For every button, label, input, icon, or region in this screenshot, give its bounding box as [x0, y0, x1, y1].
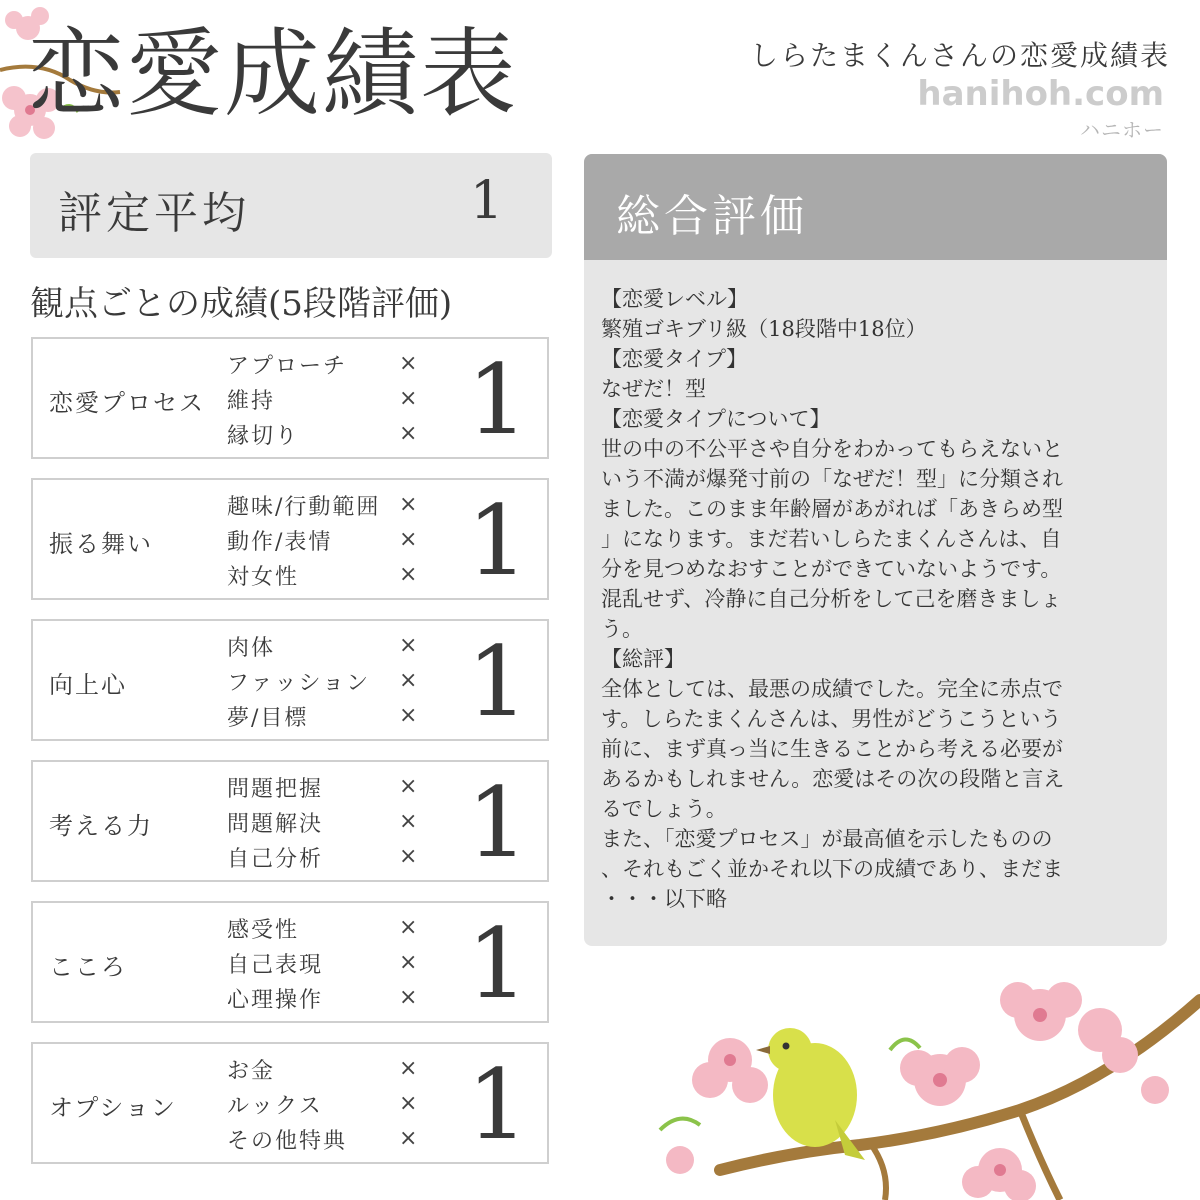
cross-mark: ×	[399, 950, 418, 975]
average-value: 1	[470, 171, 504, 231]
category-item: 縁切り	[227, 424, 300, 449]
cross-mark: ×	[399, 421, 418, 446]
average-panel	[30, 153, 552, 258]
cross-mark: ×	[399, 985, 418, 1010]
category-box	[31, 1042, 549, 1164]
evaluation-line: るでしょう。	[601, 797, 727, 821]
category-item: 夢/目標	[227, 706, 309, 731]
evaluation-line: いう不満が爆発寸前の「なぜだ！型」に分類され	[601, 467, 1063, 491]
category-label: こころ	[49, 953, 127, 981]
category-item: アプローチ	[227, 354, 348, 379]
evaluation-line: 分を見つめなおすことができていないようです。	[601, 557, 1062, 581]
cross-mark: ×	[399, 492, 418, 517]
evaluation-line: 【恋愛タイプについて】	[601, 407, 831, 431]
category-item: 心理操作	[227, 988, 324, 1013]
evaluation-line: 世の中の不公平さや自分をわかってもらえないと	[601, 437, 1063, 461]
evaluation-line: 繁殖ゴキブリ級（18段階中18位）	[601, 317, 927, 341]
category-score: 1	[467, 626, 529, 738]
evaluation-line: 【総評】	[601, 647, 685, 671]
category-label: オプション	[49, 1094, 177, 1122]
cross-mark: ×	[399, 527, 418, 552]
category-score: 1	[467, 908, 529, 1020]
category-box	[31, 478, 549, 600]
category-box	[31, 619, 549, 741]
page-title: 恋愛成績表	[28, 18, 518, 130]
category-item: 動作/表情	[227, 530, 333, 555]
category-box	[31, 760, 549, 882]
evaluation-panel	[584, 154, 1167, 946]
site-name-kana: ハニホー	[1080, 118, 1164, 142]
page-subtitle: しらたまくんさんの恋愛成績表	[749, 39, 1170, 72]
evaluation-line: 【恋愛タイプ】	[601, 347, 748, 371]
cross-mark: ×	[399, 1126, 418, 1151]
category-label: 考える力	[49, 812, 153, 840]
evaluation-line: 」になります。まだ若いしらたまくんさんは、自	[601, 527, 1062, 551]
section-heading: 観点ごとの成績(5段階評価)	[30, 284, 453, 324]
category-score: 1	[467, 485, 529, 597]
evaluation-line: 【恋愛レベル】	[601, 287, 748, 311]
site-name: hanihoh.com	[917, 74, 1164, 114]
cross-mark: ×	[399, 809, 418, 834]
cross-mark: ×	[399, 774, 418, 799]
category-label: 振る舞い	[49, 530, 153, 558]
category-score: 1	[467, 1049, 529, 1161]
category-item: 感受性	[227, 918, 300, 943]
bird-on-branch-illustration	[640, 960, 1200, 1200]
evaluation-header	[584, 154, 1167, 260]
category-item: お金	[227, 1059, 276, 1084]
category-item: 趣味/行動範囲	[227, 495, 381, 520]
category-score: 1	[467, 344, 529, 456]
evaluation-line: 前に、まず真っ当に生きることから考える必要が	[601, 737, 1063, 761]
evaluation-line: あるかもしれません。恋愛はその次の段階と言え	[601, 767, 1065, 791]
category-item: 対女性	[227, 565, 300, 590]
category-label: 向上心	[49, 671, 127, 699]
evaluation-line: また、「恋愛プロセス」が最高値を示したものの	[601, 827, 1053, 851]
category-item: 自己分析	[227, 847, 324, 872]
category-item: ルックス	[227, 1094, 323, 1119]
cross-mark: ×	[399, 844, 418, 869]
cross-mark: ×	[399, 351, 418, 376]
evaluation-line: す。しらたまくんさんは、男性がどうこうという	[601, 707, 1062, 731]
cross-mark: ×	[399, 668, 418, 693]
category-item: 肉体	[227, 636, 276, 661]
evaluation-title: 総合評価	[616, 191, 808, 242]
category-box	[31, 901, 549, 1023]
cross-mark: ×	[399, 386, 418, 411]
cross-mark: ×	[399, 703, 418, 728]
category-item: その他特典	[227, 1129, 348, 1154]
evaluation-line: 混乱せず、冷静に自己分析をして己を磨きましょ	[601, 587, 1062, 611]
cross-mark: ×	[399, 562, 418, 587]
evaluation-line: ・・・以下略	[601, 887, 727, 911]
cross-mark: ×	[399, 1091, 418, 1116]
evaluation-line: なぜだ！型	[601, 377, 706, 401]
category-item: 維持	[227, 389, 276, 414]
evaluation-line: 、それもごく並かそれ以下の成績であり、まだま	[601, 857, 1063, 881]
category-item: ファッション	[227, 671, 371, 696]
evaluation-line: う。	[601, 617, 643, 641]
category-item: 問題解決	[227, 812, 324, 837]
evaluation-body	[601, 284, 1156, 914]
evaluation-line: 全体としては、最悪の成績でした。完全に赤点で	[601, 677, 1063, 701]
evaluation-line: ました。このまま年齢層があがれば「あきらめ型	[601, 497, 1063, 521]
category-item: 問題把握	[227, 777, 324, 802]
cross-mark: ×	[399, 633, 418, 658]
cross-mark: ×	[399, 1056, 418, 1081]
category-label: 恋愛プロセス	[49, 389, 205, 417]
category-item: 自己表現	[227, 953, 324, 978]
category-score: 1	[467, 767, 529, 879]
cross-mark: ×	[399, 915, 418, 940]
category-box	[31, 337, 549, 459]
average-label: 評定平均	[58, 188, 250, 239]
